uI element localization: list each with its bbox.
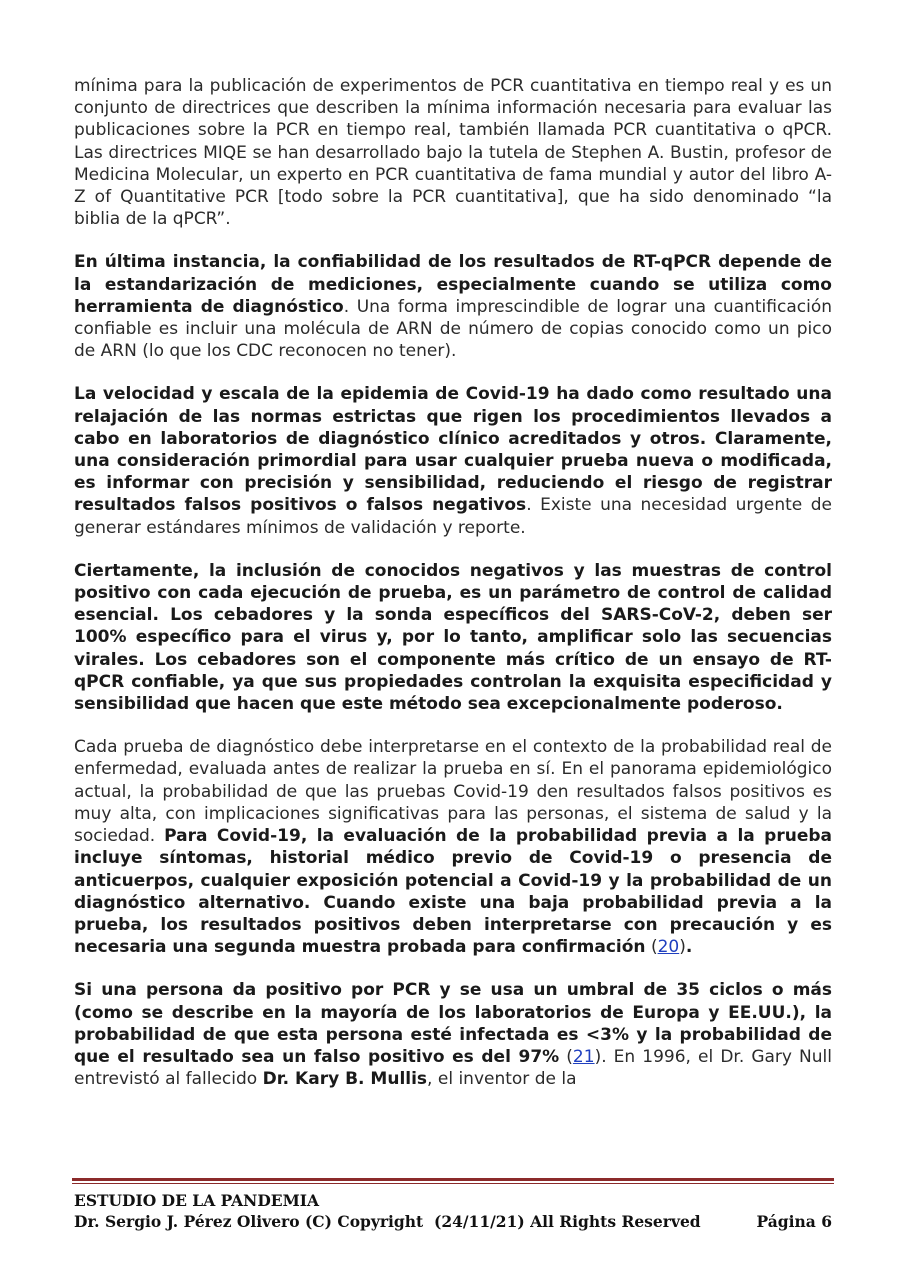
- text-segment: mínima para la publicación de experimentos de PCR cuantitativa en tiempo real y es un conjunto de directrices que describen la mínima información necesaria para evaluar las publicaciones sobre la PCR en tiempo real, también llamada PCR cuantitativa o qPCR. Las directrices MIQE se han desarrollado bajo la tutela de Stephen A. Bustin, profesor de Medicina Molecular, un experto en PCR cuantitativa de fama mundial y autor del libro A-Z of Quantitative PCR [todo sobre la PCR cuantitativa], que ha sido denominado “la biblia de la qPCR”.: [74, 76, 832, 230]
- footer-rule: [72, 1178, 834, 1181]
- paragraph: [74, 560, 832, 715]
- bold-text: .: [685, 937, 693, 958]
- document-body: [74, 75, 832, 1111]
- text-segment: (: [559, 1046, 573, 1067]
- paragraph: [74, 251, 832, 362]
- bold-text: La velocidad y escala de la epidemia de Covid-19 ha dado como resultado una relajación de las normas estrictas que rigen los procedimientos llevados a cabo en laboratorios de diagnóstico clínico acreditados y otros. Claramente, una consideración primordial para usar cualquier prueba nueva o modificada, es informar con precisión y sensibilidad, reduciendo el riesgo de registrar resultados falsos positivos o falsos negativos: [74, 384, 832, 516]
- text-segment: Cada prueba de diagnóstico debe interpretarse en el contexto de la probabilidad real de enfermedad, evaluada antes de realizar la prueba en sí. En el panorama epidemiológico actual, la probabilidad de que las pruebas Covid-19 den resultados falsos positivos es muy alta, con implicaciones significativas para las personas, el sistema de salud y la sociedad.: [74, 737, 832, 847]
- citation-link[interactable]: 21: [572, 1046, 595, 1067]
- paragraph: [74, 75, 832, 230]
- paragraph: [74, 383, 832, 538]
- text-segment: ). En 1996, el Dr. Gary Null entrevistó al fallecido: [74, 1046, 832, 1090]
- page-footer: [74, 1190, 832, 1232]
- bold-text: Dr. Kary B. Mullis: [262, 1069, 428, 1090]
- bold-text: Para Covid-19, la evaluación de la probabilidad previa a la prueba incluye síntomas, historial médico previo de Covid-19 o presencia de anticuerpos, cualquier exposición potencial a Covid-19 y la probabilidad de un diagnóstico alternativo. Cuando existe una baja probabilidad previa a la prueba, los resultados positivos deben interpretarse con precaución y es necesaria una segunda muestra probada para confirmación: [74, 826, 832, 958]
- footer-copyright: Dr. Sergio J. Pérez Olivero (C) Copyright (24/11/21) All Rights Reserved: [74, 1212, 701, 1231]
- paragraph: [74, 979, 832, 1090]
- bold-text: Ciertamente, la inclusión de conocidos negativos y las muestras de control positivo con cada ejecución de prueba, es un parámetro de control de calidad esencial. Los cebadores y la sonda específicos del SARS-CoV-2, deben ser 100% específico para el virus y, por lo tanto, amplificar solo las secuencias virales. Los cebadores son el componente más crítico de un ensayo de RT-qPCR confiable, ya que sus propiedades controlan la exquisita especificidad y sensibilidad que hacen que este método sea excepcionalmente poderoso.: [74, 560, 832, 715]
- footer-title: ESTUDIO DE LA PANDEMIA: [74, 1191, 320, 1210]
- text-segment: (: [645, 937, 658, 958]
- bold-text: En última instancia, la confiabilidad de los resultados de RT-qPCR depende de la estandarización de mediciones, especialmente cuando se utiliza como herramienta de diagnóstico: [74, 252, 832, 317]
- paragraph: [74, 736, 832, 958]
- text-segment: , el inventor de la: [427, 1069, 577, 1090]
- text-segment: . Existe una necesidad urgente de generar estándares mínimos de validación y reporte.: [74, 495, 832, 538]
- citation-link[interactable]: 20: [657, 937, 680, 958]
- text-segment: ): [679, 937, 686, 958]
- footer-rule-thin: [72, 1183, 834, 1184]
- footer-page-number: Página 6: [756, 1212, 832, 1231]
- bold-text: Si una persona da positivo por PCR y se usa un umbral de 35 ciclos o más (como se describe en la mayoría de los laboratorios de Europa y EE.UU.), la probabilidad de que esta persona esté infectada es <3% y la probabilidad de que el resultado sea un falso positivo es del 97%: [74, 980, 832, 1067]
- text-segment: . Una forma imprescindible de lograr una cuantificación confiable es incluir una molécula de ARN de número de copias conocido como un pico de ARN (lo que los CDC reconocen no tener).: [74, 296, 832, 362]
